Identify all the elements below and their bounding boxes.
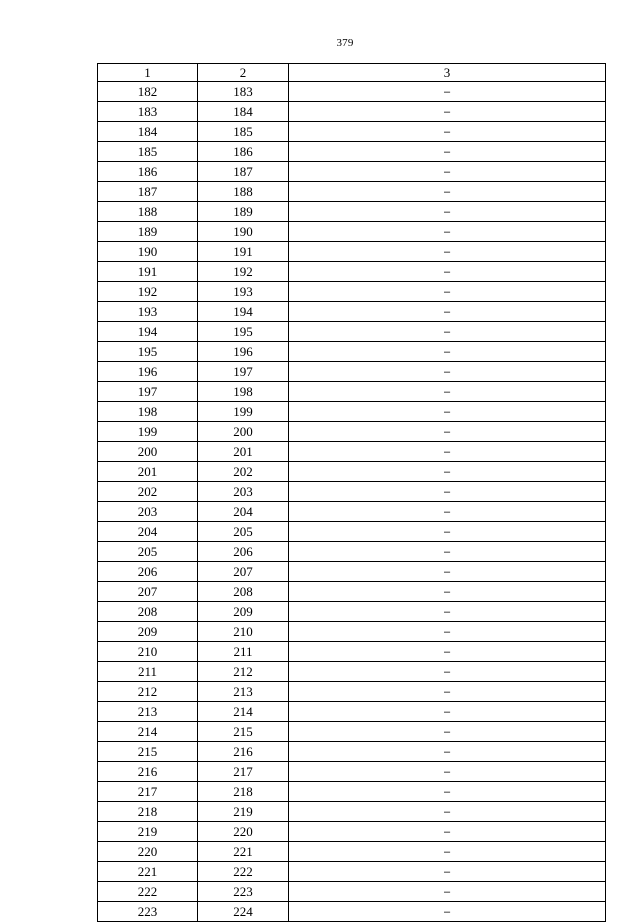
table-cell-col-1: 196 [98, 362, 198, 382]
table-cell-col-2: 221 [198, 842, 289, 862]
table-cell-col-1: 202 [98, 482, 198, 502]
table-cell-col-1: 212 [98, 682, 198, 702]
table-cell-col-3 [289, 702, 606, 722]
table-row [98, 322, 606, 342]
dash-mark: – [443, 606, 451, 618]
table-cell-col-1: 184 [98, 122, 198, 142]
table-row [98, 882, 606, 902]
table-row [98, 282, 606, 302]
table-cell-col-2: 186 [198, 142, 289, 162]
table-cell-col-3 [289, 102, 606, 122]
table-row [98, 182, 606, 202]
table-cell-col-1: 199 [98, 422, 198, 442]
table-cell-col-3 [289, 802, 606, 822]
dash-mark: – [443, 706, 451, 718]
table-row [98, 522, 606, 542]
table-cell-col-2: 219 [198, 802, 289, 822]
table-row [98, 382, 606, 402]
table-cell-col-1: 193 [98, 302, 198, 322]
table-cell-col-2: 201 [198, 442, 289, 462]
dash-mark: – [443, 566, 451, 578]
table-cell-col-1: 208 [98, 602, 198, 622]
table-cell-col-3 [289, 642, 606, 662]
table-cell-col-1: 188 [98, 202, 198, 222]
table-cell-col-1: 211 [98, 662, 198, 682]
table-cell-col-3 [289, 382, 606, 402]
data-table [97, 63, 606, 922]
table-cell-col-2: 216 [198, 742, 289, 762]
table-cell-col-3 [289, 582, 606, 602]
dash-mark: – [443, 506, 451, 518]
dash-mark: – [443, 846, 451, 858]
column-header-3: 3 [289, 64, 606, 82]
table-cell-col-1: 198 [98, 402, 198, 422]
table-row [98, 462, 606, 482]
table-cell-col-2: 188 [198, 182, 289, 202]
dash-mark: – [443, 826, 451, 838]
table-cell-col-2: 217 [198, 762, 289, 782]
table-cell-col-2: 191 [198, 242, 289, 262]
dash-mark: – [443, 446, 451, 458]
table-row [98, 222, 606, 242]
table-body [98, 82, 606, 922]
column-header-1: 1 [98, 64, 198, 82]
table-cell-col-2: 183 [198, 82, 289, 102]
table-row [98, 602, 606, 622]
dash-mark: – [443, 106, 451, 118]
dash-mark: – [443, 906, 451, 918]
table-cell-col-1: 206 [98, 562, 198, 582]
table-cell-col-3 [289, 322, 606, 342]
table-cell-col-1: 192 [98, 282, 198, 302]
dash-mark: – [443, 306, 451, 318]
dash-mark: – [443, 866, 451, 878]
dash-mark: – [443, 246, 451, 258]
table-cell-col-2: 194 [198, 302, 289, 322]
dash-mark: – [443, 426, 451, 438]
table-row [98, 582, 606, 602]
table-cell-col-2: 200 [198, 422, 289, 442]
column-header-2: 2 [198, 64, 289, 82]
dash-mark: – [443, 806, 451, 818]
table-cell-col-3 [289, 282, 606, 302]
dash-mark: – [443, 746, 451, 758]
table-cell-col-3 [289, 162, 606, 182]
table-cell-col-1: 200 [98, 442, 198, 462]
table-cell-col-1: 191 [98, 262, 198, 282]
table-cell-col-1: 217 [98, 782, 198, 802]
table-cell-col-2: 190 [198, 222, 289, 242]
table-cell-col-1: 187 [98, 182, 198, 202]
dash-mark: – [443, 206, 451, 218]
table-row [98, 162, 606, 182]
dash-mark: – [443, 406, 451, 418]
dash-mark: – [443, 526, 451, 538]
table-cell-col-2: 212 [198, 662, 289, 682]
table-row [98, 342, 606, 362]
table-cell-col-3 [289, 782, 606, 802]
table-cell-col-3 [289, 822, 606, 842]
dash-mark: – [443, 266, 451, 278]
table-row [98, 702, 606, 722]
table-cell-col-2: 207 [198, 562, 289, 582]
table-cell-col-1: 204 [98, 522, 198, 542]
table-cell-col-2: 218 [198, 782, 289, 802]
table-cell-col-1: 210 [98, 642, 198, 662]
table-cell-col-3 [289, 362, 606, 382]
table-cell-col-1: 215 [98, 742, 198, 762]
table-cell-col-1: 220 [98, 842, 198, 862]
table-row [98, 642, 606, 662]
table-cell-col-3 [289, 82, 606, 102]
table-cell-col-3 [289, 402, 606, 422]
table-cell-col-3 [289, 482, 606, 502]
table-cell-col-2: 224 [198, 902, 289, 922]
table-cell-col-1: 209 [98, 622, 198, 642]
table-row [98, 122, 606, 142]
dash-mark: – [443, 586, 451, 598]
table-cell-col-2: 213 [198, 682, 289, 702]
table-cell-col-3 [289, 122, 606, 142]
table-cell-col-2: 198 [198, 382, 289, 402]
dash-mark: – [443, 146, 451, 158]
table-cell-col-3 [289, 462, 606, 482]
table-row [98, 742, 606, 762]
dash-mark: – [443, 486, 451, 498]
table-cell-col-3 [289, 662, 606, 682]
table-cell-col-1: 214 [98, 722, 198, 742]
table-cell-col-1: 185 [98, 142, 198, 162]
table-row [98, 402, 606, 422]
table-row [98, 502, 606, 522]
table-cell-col-2: 204 [198, 502, 289, 522]
table-cell-col-3 [289, 442, 606, 462]
table-cell-col-3 [289, 622, 606, 642]
table-cell-col-1: 219 [98, 822, 198, 842]
table-row [98, 482, 606, 502]
table-cell-col-1: 190 [98, 242, 198, 262]
dash-mark: – [443, 126, 451, 138]
table-cell-col-1: 189 [98, 222, 198, 242]
dash-mark: – [443, 166, 451, 178]
table-row [98, 542, 606, 562]
dash-mark: – [443, 646, 451, 658]
table-cell-col-1: 195 [98, 342, 198, 362]
dash-mark: – [443, 466, 451, 478]
table-row [98, 242, 606, 262]
table-cell-col-2: 206 [198, 542, 289, 562]
table-cell-col-1: 203 [98, 502, 198, 522]
table-cell-col-2: 223 [198, 882, 289, 902]
table-cell-col-2: 196 [198, 342, 289, 362]
dash-mark: – [443, 326, 451, 338]
table-cell-col-1: 216 [98, 762, 198, 782]
table-cell-col-3 [289, 502, 606, 522]
table-row [98, 142, 606, 162]
table-cell-col-2: 208 [198, 582, 289, 602]
dash-mark: – [443, 786, 451, 798]
table-cell-col-3 [289, 202, 606, 222]
table-cell-col-2: 187 [198, 162, 289, 182]
table-cell-col-2: 209 [198, 602, 289, 622]
table-row [98, 862, 606, 882]
table-row [98, 442, 606, 462]
table-cell-col-3 [289, 182, 606, 202]
table-row [98, 842, 606, 862]
dash-mark: – [443, 886, 451, 898]
table-cell-col-3 [289, 742, 606, 762]
table-cell-col-3 [289, 262, 606, 282]
table-row [98, 82, 606, 102]
table-cell-col-3 [289, 542, 606, 562]
dash-mark: – [443, 186, 451, 198]
table-cell-col-3 [289, 242, 606, 262]
table-cell-col-2: 193 [198, 282, 289, 302]
table-cell-col-1: 197 [98, 382, 198, 402]
table-cell-col-1: 183 [98, 102, 198, 122]
table-cell-col-1: 182 [98, 82, 198, 102]
table-cell-col-2: 211 [198, 642, 289, 662]
table-row [98, 662, 606, 682]
dash-mark: – [443, 726, 451, 738]
table-row [98, 722, 606, 742]
table-cell-col-3 [289, 862, 606, 882]
table-cell-col-2: 220 [198, 822, 289, 842]
header-row [98, 64, 606, 82]
table-cell-col-2: 203 [198, 482, 289, 502]
dash-mark: – [443, 546, 451, 558]
table-cell-col-3 [289, 682, 606, 702]
table-cell-col-1: 205 [98, 542, 198, 562]
table-cell-col-3 [289, 422, 606, 442]
page-number: 379 [336, 37, 354, 49]
table-cell-col-3 [289, 222, 606, 242]
table-cell-col-3 [289, 722, 606, 742]
table-cell-col-1: 207 [98, 582, 198, 602]
table-cell-col-2: 189 [198, 202, 289, 222]
table-cell-col-3 [289, 882, 606, 902]
table-cell-col-3 [289, 602, 606, 622]
table-cell-col-3 [289, 302, 606, 322]
table-row [98, 822, 606, 842]
table-cell-col-1: 194 [98, 322, 198, 342]
dash-mark: – [443, 366, 451, 378]
table-cell-col-1: 213 [98, 702, 198, 722]
table-row [98, 622, 606, 642]
dash-mark: – [443, 626, 451, 638]
table-cell-col-2: 202 [198, 462, 289, 482]
table-cell-col-3 [289, 522, 606, 542]
dash-mark: – [443, 766, 451, 778]
table-row [98, 422, 606, 442]
table-row [98, 802, 606, 822]
table-row [98, 202, 606, 222]
table-row [98, 362, 606, 382]
table-cell-col-1: 221 [98, 862, 198, 882]
dash-mark: – [443, 226, 451, 238]
dash-mark: – [443, 86, 451, 98]
table-cell-col-2: 214 [198, 702, 289, 722]
table-cell-col-1: 222 [98, 882, 198, 902]
table-row [98, 102, 606, 122]
table-cell-col-2: 184 [198, 102, 289, 122]
dash-mark: – [443, 666, 451, 678]
table-cell-col-2: 210 [198, 622, 289, 642]
table-row [98, 302, 606, 322]
table-row [98, 262, 606, 282]
table-cell-col-2: 192 [198, 262, 289, 282]
table-cell-col-2: 215 [198, 722, 289, 742]
table-header [98, 64, 606, 82]
table-cell-col-3 [289, 762, 606, 782]
dash-mark: – [443, 286, 451, 298]
table-cell-col-2: 199 [198, 402, 289, 422]
table-cell-col-3 [289, 142, 606, 162]
dash-mark: – [443, 686, 451, 698]
dash-mark: – [443, 386, 451, 398]
table-cell-col-2: 197 [198, 362, 289, 382]
table-cell-col-3 [289, 842, 606, 862]
dash-mark: – [443, 346, 451, 358]
table-cell-col-1: 186 [98, 162, 198, 182]
table-row [98, 782, 606, 802]
table-cell-col-1: 201 [98, 462, 198, 482]
table-cell-col-1: 218 [98, 802, 198, 822]
table-cell-col-3 [289, 342, 606, 362]
table-row [98, 562, 606, 582]
table-cell-col-2: 205 [198, 522, 289, 542]
table-cell-col-2: 222 [198, 862, 289, 882]
table-row [98, 682, 606, 702]
table-cell-col-2: 195 [198, 322, 289, 342]
table-row [98, 762, 606, 782]
table-cell-col-3 [289, 562, 606, 582]
table-cell-col-2: 185 [198, 122, 289, 142]
table-cell-col-1: 223 [98, 902, 198, 922]
